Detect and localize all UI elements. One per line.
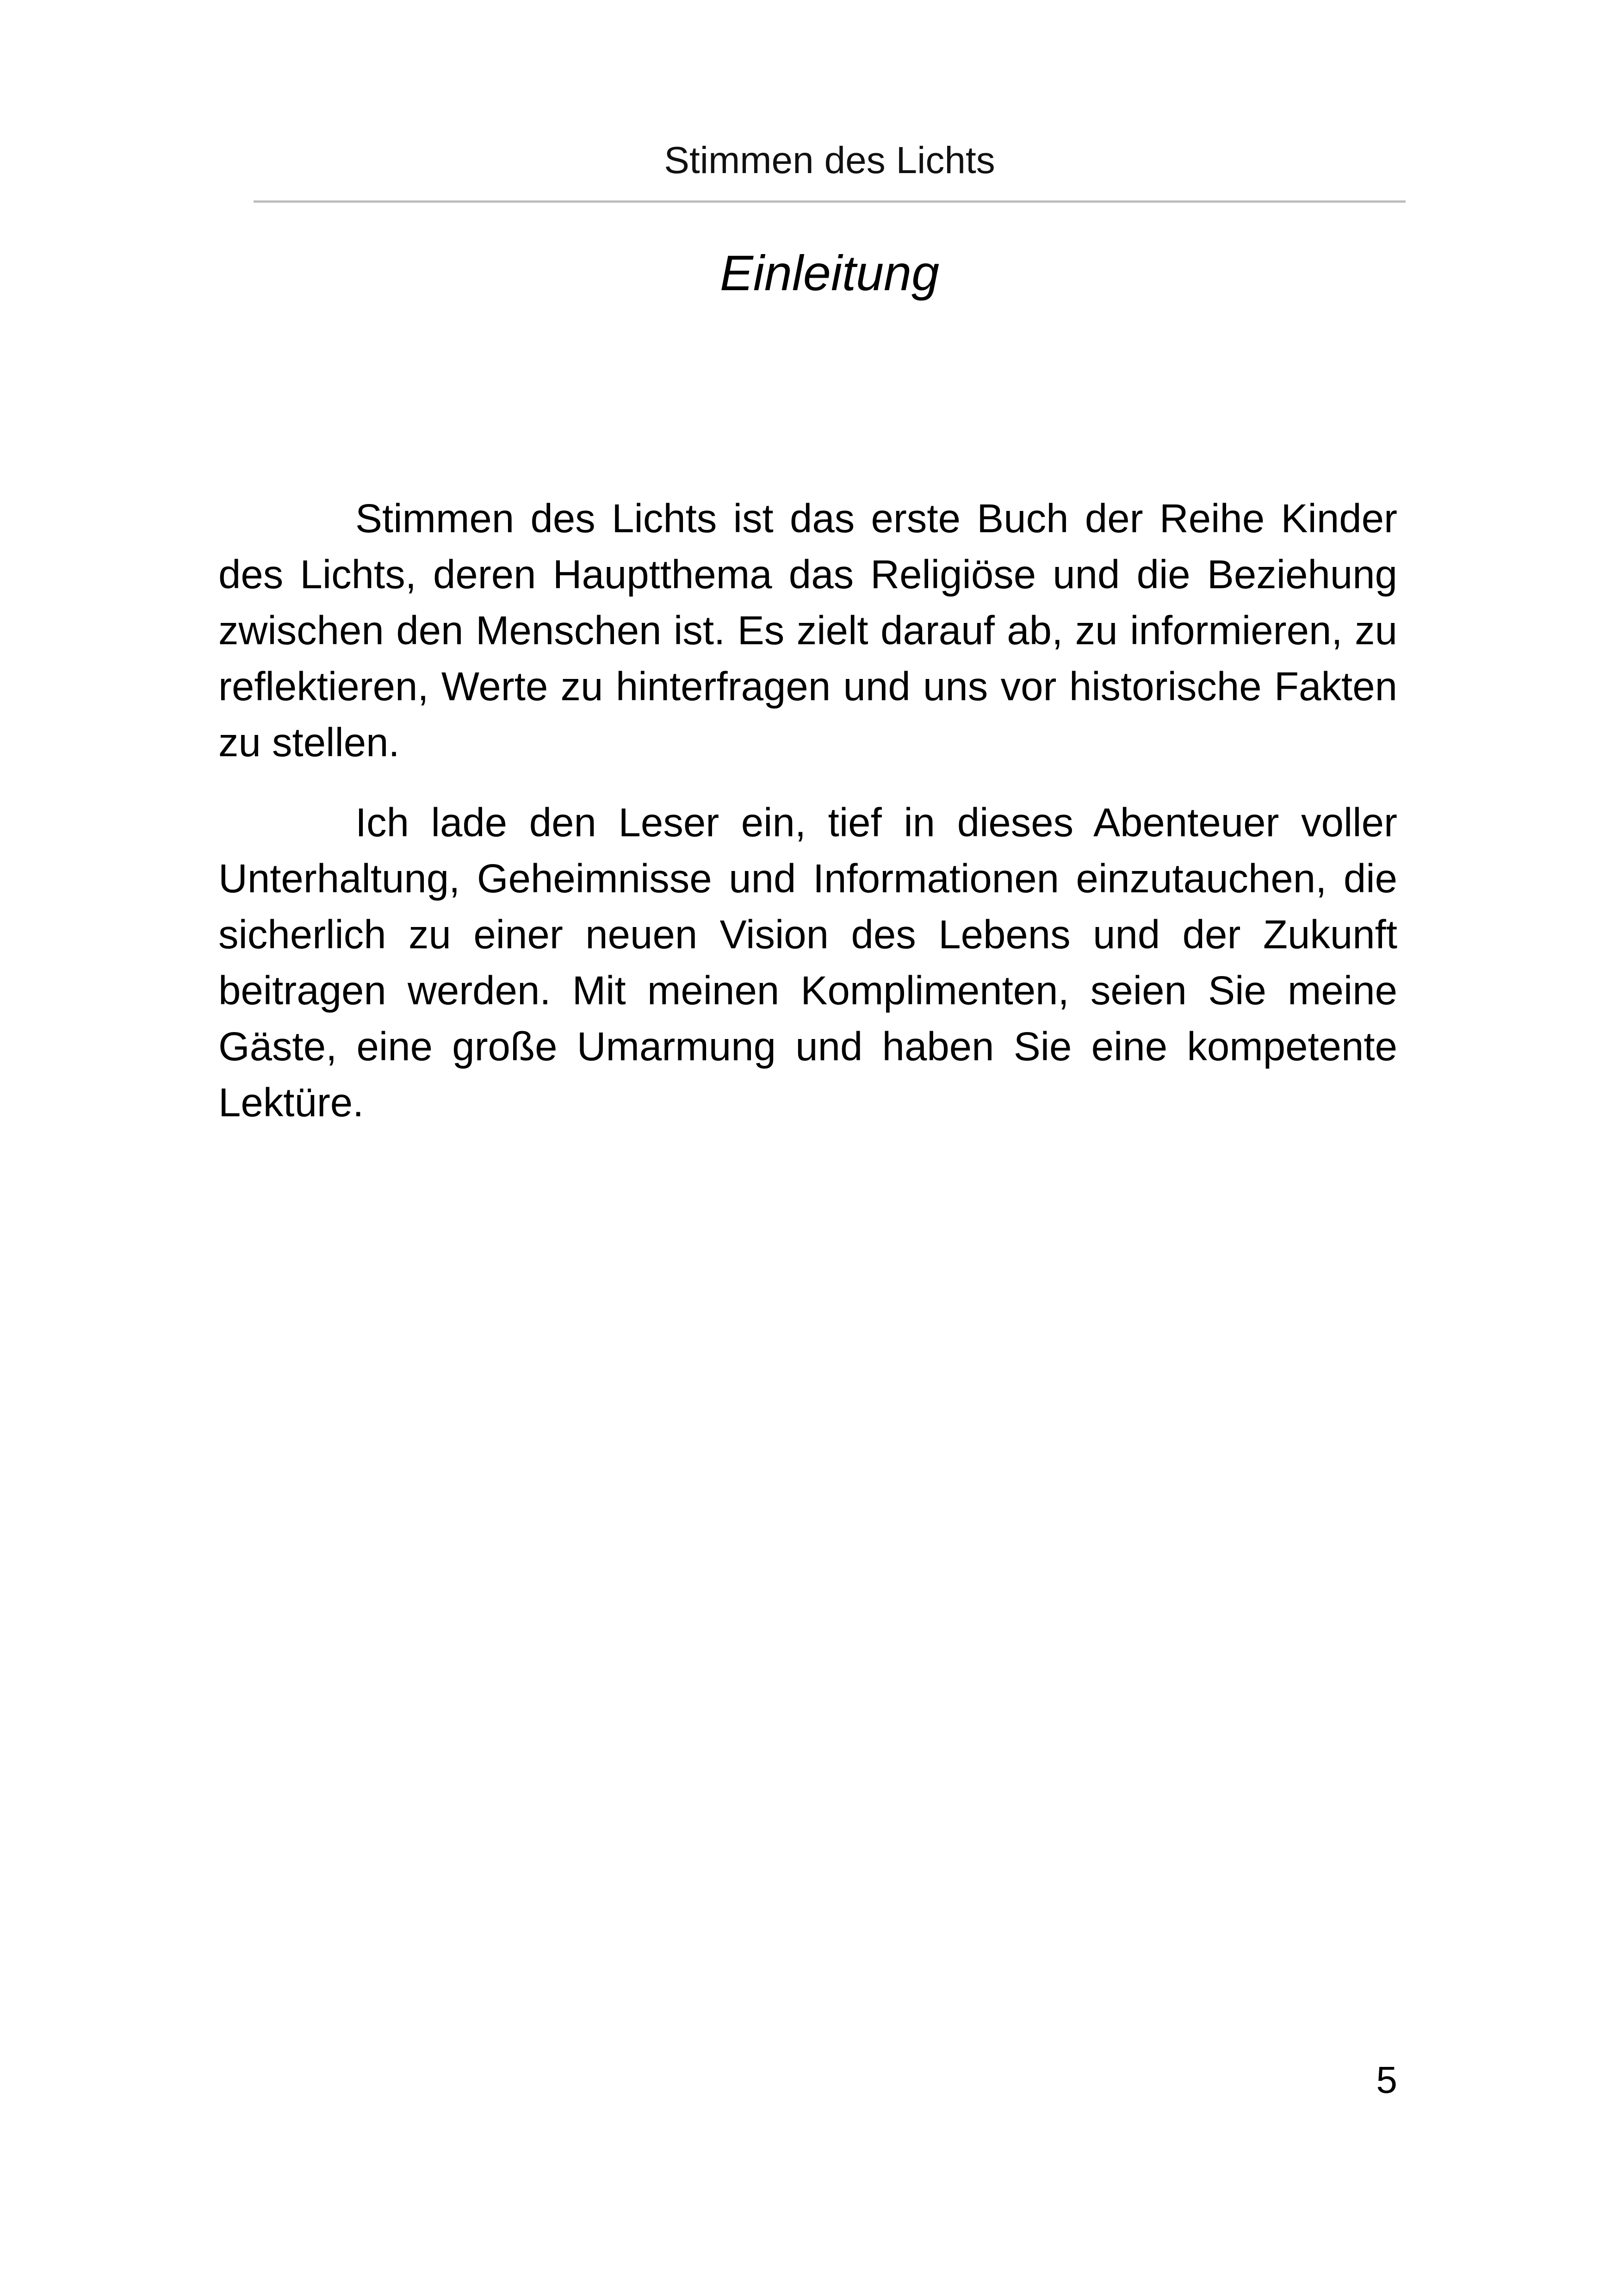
running-header: Stimmen des Lichts bbox=[664, 139, 995, 181]
paragraph-2: Ich lade den Leser ein, tief in dieses Abenteuer voller Unterhaltung, Geheimnisse und Informationen einzutauchen, die sicherlich zu einer neuen Vision des Lebens und der Zukunft beitragen werden. Mit meinen Komplimenten, seien Sie meine Gäste, eine große Umarmung und haben Sie eine kompetente Lektüre. bbox=[218, 800, 1397, 1125]
header-divider bbox=[254, 200, 1406, 203]
body-text bbox=[218, 491, 1397, 1155]
chapter-title: Einleitung bbox=[719, 245, 940, 301]
paragraph-1: Stimmen des Lichts ist das erste Buch der Reihe Kinder des Lichts, deren Hauptthema das Religiöse und die Beziehung zwischen den Menschen ist. Es zielt darauf ab, zu informieren, zu reflektieren, Werte zu hinterfragen und uns vor historische Fakten zu stellen. bbox=[218, 496, 1397, 765]
page-number: 5 bbox=[1376, 2059, 1397, 2101]
